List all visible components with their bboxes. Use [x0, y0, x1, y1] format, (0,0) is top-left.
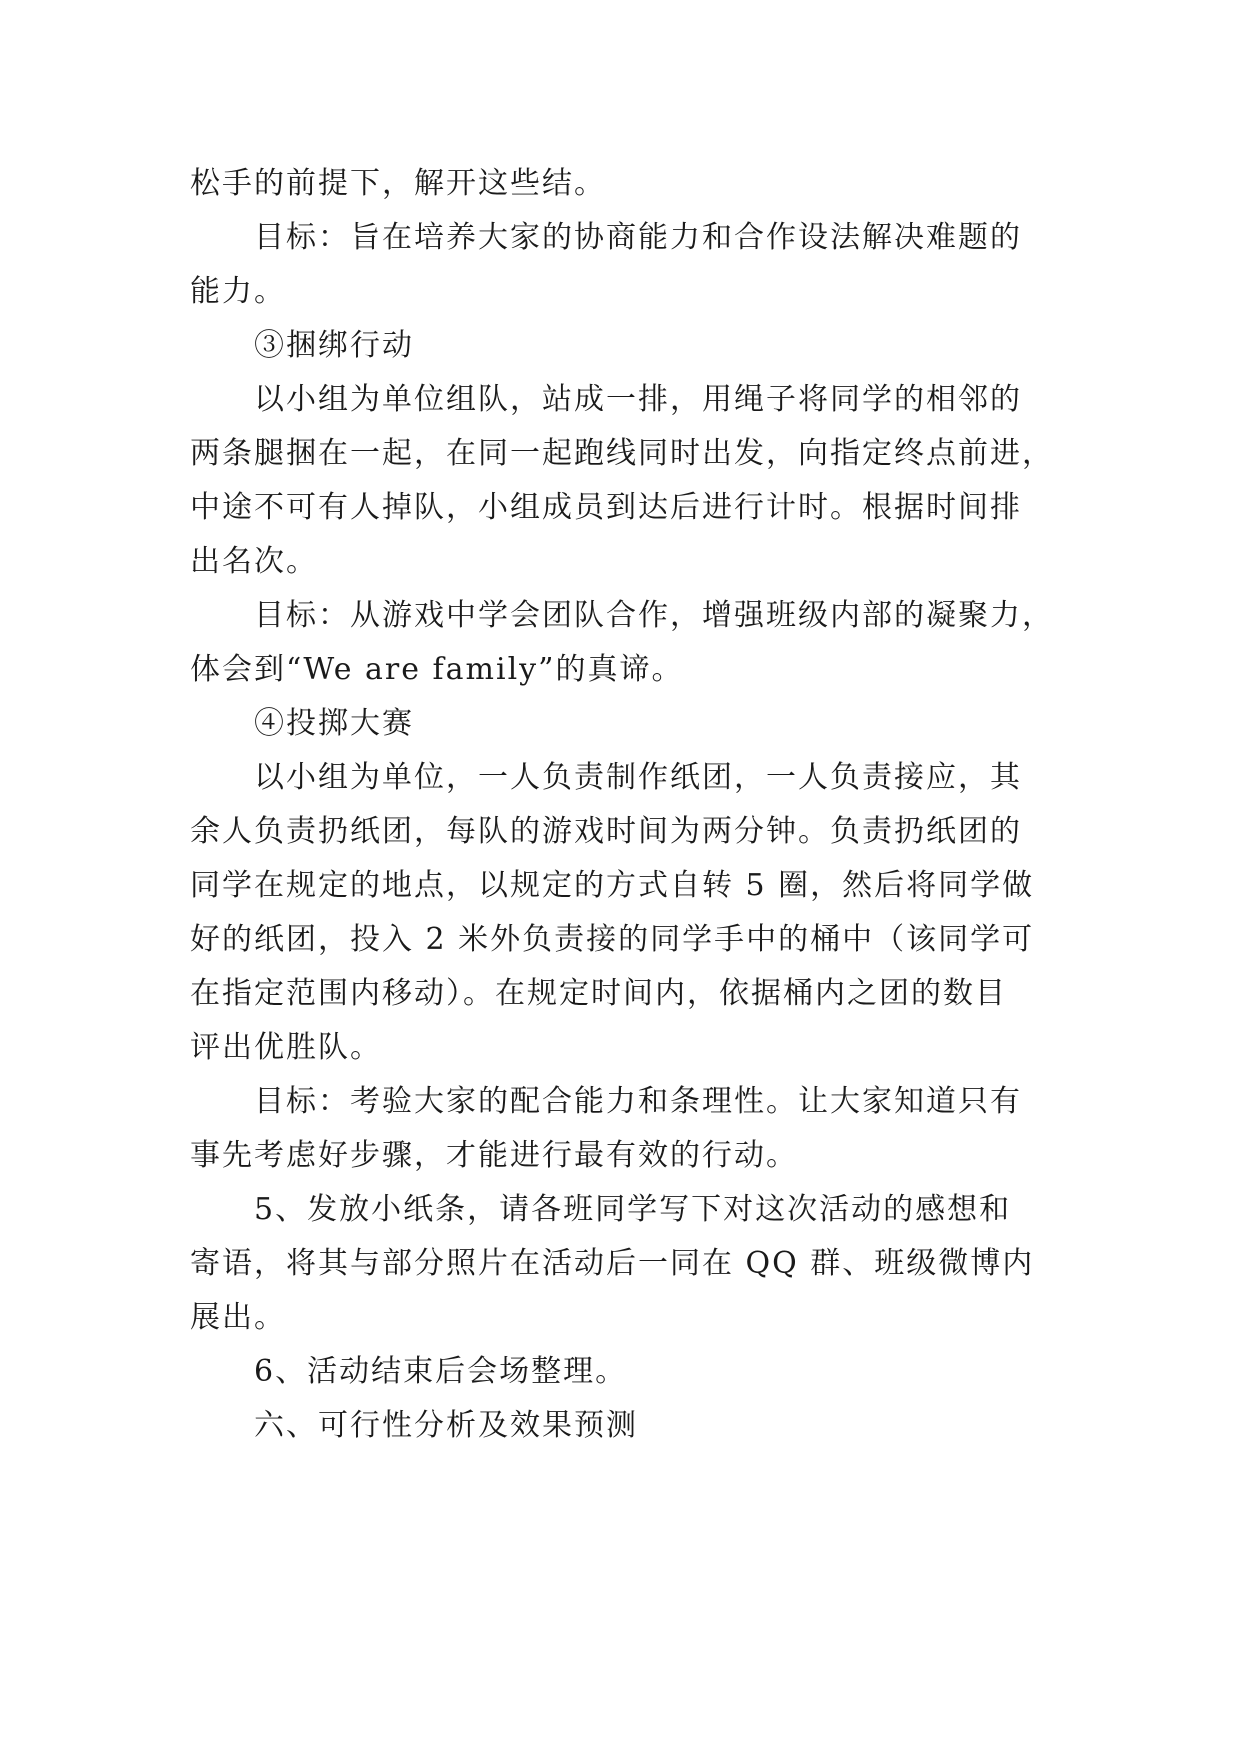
text-line: 余人负责扔纸团，每队的游戏时间为两分钟。负责扔纸团的 [190, 814, 1022, 849]
text-line: 评出优胜队。 [190, 1030, 382, 1065]
text-line: 在指定范围内移动）。在规定时间内，依据桶内之团的数目 [190, 976, 1007, 1011]
text-line: 目标：从游戏中学会团队合作，增强班级内部的凝聚力， [254, 598, 1054, 633]
text-line: 中途不可有人掉队，小组成员到达后进行计时。根据时间排 [190, 490, 1022, 525]
section-heading: ③捆绑行动 [254, 328, 414, 363]
section-heading: ④投掷大赛 [254, 706, 414, 741]
text-line: 体会到“We are family”的真谛。 [190, 652, 684, 687]
text-line: 出名次。 [190, 544, 318, 579]
text-line: 5、发放小纸条，请各班同学写下对这次活动的感想和 [254, 1192, 1012, 1227]
text-line: 目标：旨在培养大家的协商能力和合作设法解决难题的 [254, 220, 1022, 255]
text-line: 6、活动结束后会场整理。 [254, 1354, 628, 1389]
text-line: 好的纸团，投入 2 米外负责接的同学手中的桶中（该同学可 [190, 922, 1035, 957]
text-line: 同学在规定的地点，以规定的方式自转 5 圈，然后将同学做 [190, 868, 1035, 903]
text-line: 以小组为单位组队，站成一排，用绳子将同学的相邻的 [254, 382, 1022, 417]
text-line: 事先考虑好步骤，才能进行最有效的行动。 [190, 1138, 798, 1173]
text-line: 寄语，将其与部分照片在活动后一同在 QQ 群、班级微博内 [190, 1246, 1035, 1281]
section-heading: 六、可行性分析及效果预测 [254, 1408, 638, 1443]
text-line: 展出。 [190, 1300, 286, 1335]
text-line: 能力。 [190, 274, 286, 309]
text-line: 松手的前提下，解开这些结。 [190, 166, 606, 201]
text-line: 目标：考验大家的配合能力和条理性。让大家知道只有 [254, 1084, 1022, 1119]
text-line: 以小组为单位，一人负责制作纸团，一人负责接应，其 [254, 760, 1022, 795]
text-line: 两条腿捆在一起，在同一起跑线同时出发，向指定终点前进， [190, 436, 1054, 471]
